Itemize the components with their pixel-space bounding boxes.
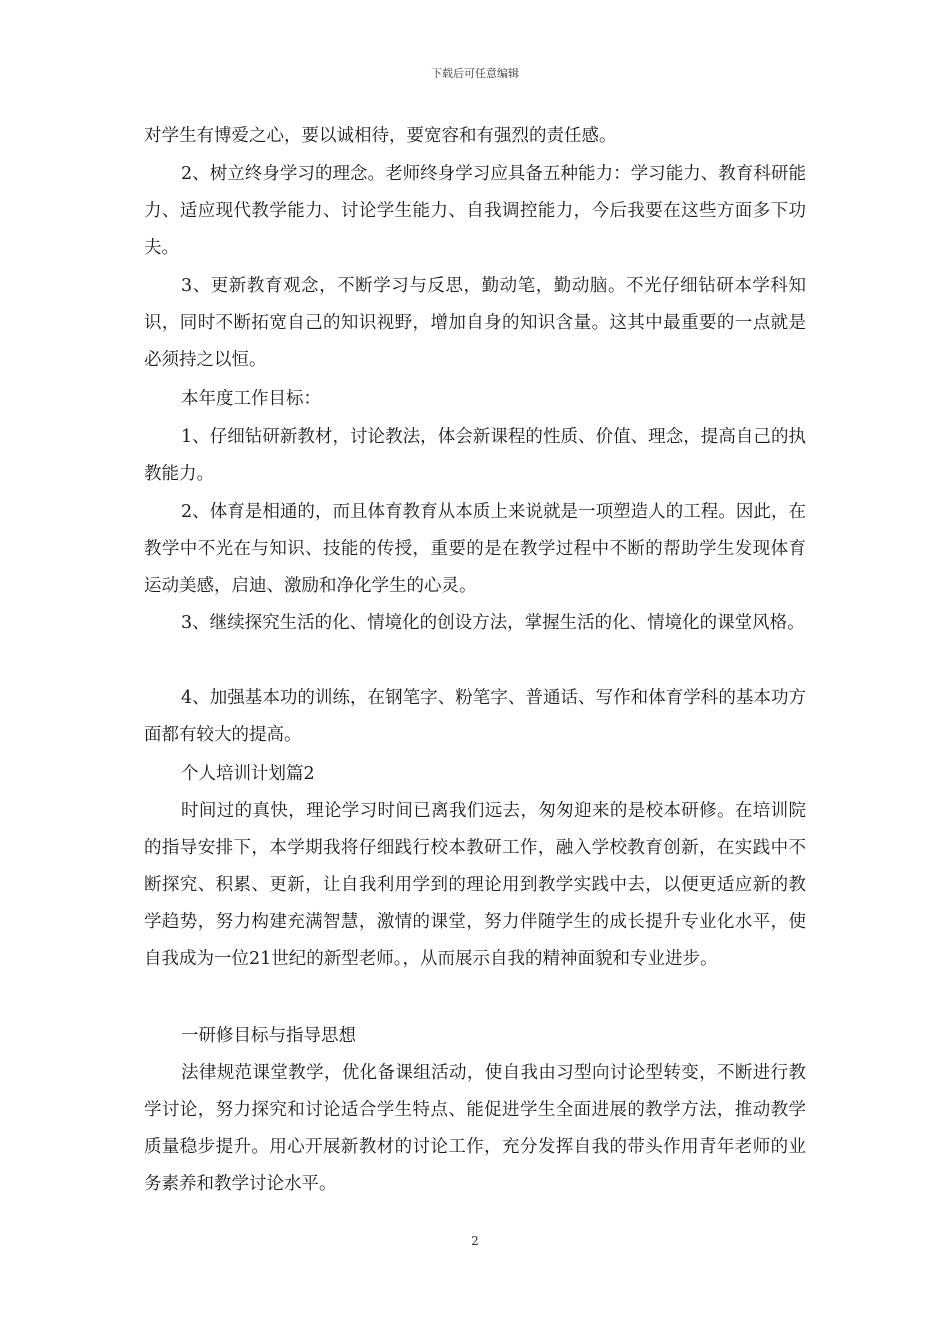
paragraph-goal-4: 4、加强基本功的训练，在钢笔字、粉笔字、普通话、写作和体育学科的基本功方面都有较大的提高。 xyxy=(144,688,806,745)
page-number: 2 xyxy=(471,1234,479,1248)
section-heading-plan-2: 个人培训计划篇2 xyxy=(181,764,315,784)
paragraph-item-3-update-concepts: 3、更新教育观念，不断学习与反思，勤动笔，勤动脑。不光仔细钻研本学科知识，同时不断拓宽自己的知识视野，增加自身的知识含量。这其中最重要的一点就是必须持之以恒。 xyxy=(144,276,806,370)
paragraph-goal-1: 1、仔细钻研新教材，讨论教法，体会新课程的性质、价值、理念，提高自己的执教能力。 xyxy=(144,427,806,484)
paragraph-plan-2-intro: 时间过的真快，理论学习时间已离我们远去，匆匆迎来的是校本研修。在培训院的指导安排下，本学期我将仔细践行校本教研工作，融入学校教育创新，在实践中不断探究、积累、更新，让自我利用学到的理论用到教学实践中去，以便更适应新的教学趋势，努力构建充满智慧，激情的课堂，努力伴随学生的成长提升专业化水平，使自我成为一位21世纪的新型老师。，从而展示自我的精神面貌和专业进步。 xyxy=(144,801,806,969)
paragraph-item-2-lifelong-learning: 2、树立终身学习的理念。老师终身学习应具备五种能力：学习能力、教育科研能力、适应现代教学能力、讨论学生能力、自我调控能力，今后我要在这些方面多下功夫。 xyxy=(144,164,806,258)
page-header: 下载后可任意编辑 xyxy=(431,67,519,80)
paragraph-goal-3: 3、继续探究生活的化、情境化的创设方法，掌握生活的化、情境化的课堂风格。 xyxy=(181,613,805,633)
paragraph-goal-2: 2、体育是相通的，而且体育教育从本质上来说就是一项塑造人的工程。因此，在教学中不光在与知识、技能的传授，重要的是在教学过程中不断的帮助学生发现体育运动美感，启迪、激励和净化学生的心灵。 xyxy=(144,502,806,596)
paragraph-continuation: 对学生有博爱之心，要以诚相待，要宽容和有强烈的责任感。 xyxy=(144,126,617,146)
section-heading-annual-goals: 本年度工作目标： xyxy=(181,389,321,409)
paragraph-goals-guidance: 法律规范课堂教学，优化备课组活动，使自我由习型向讨论型转变，不断进行教学讨论，努力探究和讨论适合学生特点、能促进学生全面进展的教学方法，推动教学质量稳步提升。用心开展新教材的讨论工作，充分发挥自我的带头作用青年老师的业务素养和教学讨论水平。 xyxy=(144,1063,806,1194)
section-heading-goals-guidance: 一研修目标与指导思想 xyxy=(181,1026,356,1046)
